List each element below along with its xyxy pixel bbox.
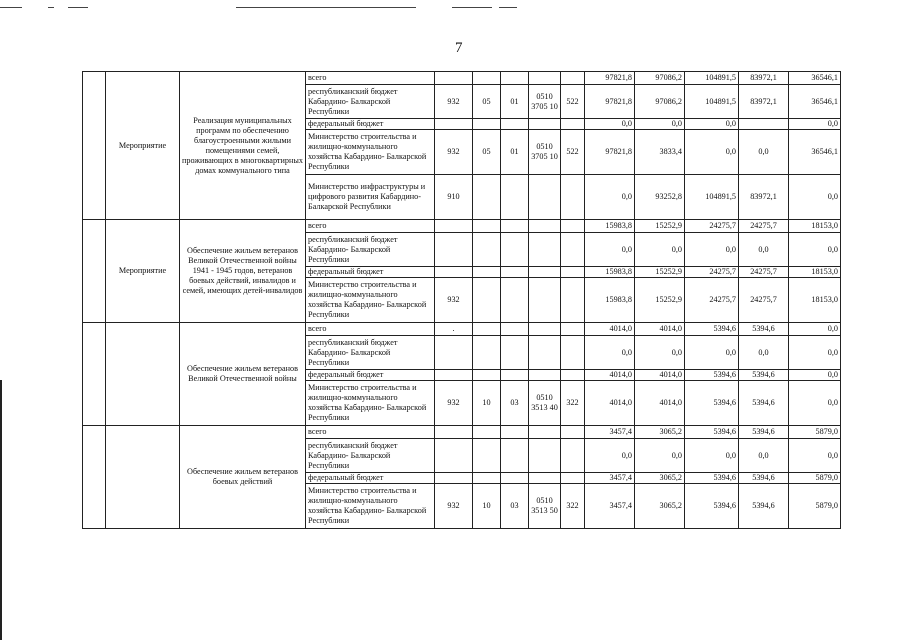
amount-cell: 83972,1: [739, 175, 789, 220]
amount-cell: 0,0: [585, 119, 635, 130]
amount-cell: 36546,1: [789, 85, 841, 119]
expense-type-code: [561, 323, 585, 336]
expense-type-code: [561, 119, 585, 130]
amount-cell: 4014,0: [635, 370, 685, 381]
amount-cell: 5394,6: [685, 381, 739, 426]
subsection-code: [501, 336, 529, 370]
target-article-code: [529, 336, 561, 370]
amount-cell: 3065,2: [635, 484, 685, 529]
section-code: [473, 426, 501, 439]
amount-cell: 5394,6: [685, 323, 739, 336]
target-article-code: [529, 323, 561, 336]
grbs-code: 932: [435, 278, 473, 323]
event-name: Обеспечение жильем ветеранов боевых действий: [180, 426, 306, 529]
amount-cell: 0,0: [789, 336, 841, 370]
event-name: Обеспечение жильем ветеранов Великой Отечественной войны: [180, 323, 306, 426]
amount-cell: 18153,0: [789, 278, 841, 323]
amount-cell: 24275,7: [739, 220, 789, 233]
amount-cell: 0,0: [635, 439, 685, 473]
funding-source: республиканский бюджет Кабардино- Балкарской Республики: [306, 233, 435, 267]
amount-cell: 36546,1: [789, 72, 841, 85]
header-rule: [452, 7, 492, 8]
grbs-code: 932: [435, 484, 473, 529]
amount-cell: 3833,4: [635, 130, 685, 175]
funding-source: Министерство строительства и жилищно-коммунального хозяйства Кабардино- Балкарской Республики: [306, 130, 435, 175]
amount-cell: 0,0: [685, 130, 739, 175]
amount-cell: 0,0: [635, 233, 685, 267]
section-gutter: [83, 220, 106, 323]
amount-cell: 104891,5: [685, 175, 739, 220]
expense-type-code: [561, 267, 585, 278]
amount-cell: 104891,5: [685, 72, 739, 85]
target-article-code: [529, 473, 561, 484]
subsection-code: [501, 323, 529, 336]
target-article-code: [529, 119, 561, 130]
amount-cell: 5394,6: [739, 370, 789, 381]
amount-cell: 0,0: [739, 130, 789, 175]
amount-cell: 3457,4: [585, 484, 635, 529]
amount-cell: 24275,7: [685, 220, 739, 233]
amount-cell: 5879,0: [789, 473, 841, 484]
amount-cell: 0,0: [685, 336, 739, 370]
header-rule: [236, 7, 416, 8]
expense-type-code: [561, 175, 585, 220]
amount-cell: 97086,2: [635, 72, 685, 85]
amount-cell: 0,0: [585, 233, 635, 267]
amount-cell: 83972,1: [739, 85, 789, 119]
target-article-code: 0510 3705 10: [529, 85, 561, 119]
amount-cell: 0,0: [789, 381, 841, 426]
amount-cell: 0,0: [789, 439, 841, 473]
grbs-code: [435, 220, 473, 233]
target-article-code: [529, 220, 561, 233]
section-code: 10: [473, 484, 501, 529]
expense-type-code: [561, 72, 585, 85]
header-rule: [0, 7, 22, 8]
target-article-code: [529, 175, 561, 220]
amount-cell: 0,0: [585, 439, 635, 473]
section-code: [473, 370, 501, 381]
amount-cell: 3457,4: [585, 426, 635, 439]
amount-cell: 83972,1: [739, 72, 789, 85]
grbs-code: 932: [435, 381, 473, 426]
amount-cell: 5879,0: [789, 426, 841, 439]
amount-cell: 5879,0: [789, 484, 841, 529]
section-code: [473, 220, 501, 233]
target-article-code: 0510 3705 10: [529, 130, 561, 175]
amount-cell: 15252,9: [635, 220, 685, 233]
funding-source: Министерство инфраструктуры и цифрового развития Кабардино- Балкарской Республики: [306, 175, 435, 220]
expense-type-code: [561, 336, 585, 370]
amount-cell: 15252,9: [635, 278, 685, 323]
expense-type-code: [561, 473, 585, 484]
amount-cell: 4014,0: [585, 323, 635, 336]
funding-source: республиканский бюджет Кабардино- Балкарской Республики: [306, 439, 435, 473]
grbs-code: 932: [435, 130, 473, 175]
grbs-code: [435, 473, 473, 484]
section-code: [473, 233, 501, 267]
funding-source: Министерство строительства и жилищно-коммунального хозяйства Кабардино- Балкарской Республики: [306, 484, 435, 529]
section-code: 05: [473, 130, 501, 175]
amount-cell: 3065,2: [635, 426, 685, 439]
subsection-code: [501, 233, 529, 267]
target-article-code: [529, 72, 561, 85]
target-article-code: 0510 3513 40: [529, 381, 561, 426]
section-code: [473, 267, 501, 278]
amount-cell: 0,0: [685, 233, 739, 267]
table-body: [83, 72, 841, 529]
funding-source: всего: [306, 426, 435, 439]
subsection-code: [501, 426, 529, 439]
grbs-code: 910: [435, 175, 473, 220]
expense-type-code: 322: [561, 381, 585, 426]
funding-source: федеральный бюджет: [306, 370, 435, 381]
funding-source: всего: [306, 323, 435, 336]
table-row: [83, 323, 841, 336]
amount-cell: 5394,6: [739, 484, 789, 529]
section-code: [473, 473, 501, 484]
event-type: [106, 426, 180, 529]
grbs-code: [435, 439, 473, 473]
amount-cell: 93252,8: [635, 175, 685, 220]
grbs-code: 932: [435, 85, 473, 119]
amount-cell: 0,0: [789, 119, 841, 130]
event-type: [106, 323, 180, 426]
amount-cell: 0,0: [789, 233, 841, 267]
table-row: [83, 220, 841, 233]
amount-cell: 0,0: [635, 119, 685, 130]
amount-cell: 0,0: [585, 336, 635, 370]
budget-table: [82, 71, 841, 529]
subsection-code: 03: [501, 484, 529, 529]
target-article-code: [529, 278, 561, 323]
target-article-code: [529, 233, 561, 267]
subsection-code: [501, 267, 529, 278]
amount-cell: 0,0: [789, 323, 841, 336]
expense-type-code: 522: [561, 85, 585, 119]
amount-cell: 5394,6: [739, 323, 789, 336]
amount-cell: 0,0: [739, 233, 789, 267]
scan-edge: [0, 380, 2, 640]
page-number: 7: [455, 40, 463, 56]
amount-cell: 3065,2: [635, 473, 685, 484]
subsection-code: [501, 175, 529, 220]
target-article-code: [529, 267, 561, 278]
amount-cell: 15983,8: [585, 267, 635, 278]
event-name: Обеспечение жильем ветеранов Великой Отечественной войны 1941 - 1945 годов, ветеранов боевых действий, инвалидов и семей, имеющих детей-инвалидов: [180, 220, 306, 323]
event-type: Мероприятие: [106, 220, 180, 323]
section-code: [473, 72, 501, 85]
amount-cell: 5394,6: [685, 484, 739, 529]
grbs-code: [435, 426, 473, 439]
grbs-code: [435, 233, 473, 267]
amount-cell: 24275,7: [685, 267, 739, 278]
amount-cell: 97086,2: [635, 85, 685, 119]
funding-source: федеральный бюджет: [306, 119, 435, 130]
amount-cell: 36546,1: [789, 130, 841, 175]
funding-source: Министерство строительства и жилищно-коммунального хозяйства Кабардино- Балкарской Республики: [306, 381, 435, 426]
amount-cell: 4014,0: [585, 381, 635, 426]
expense-type-code: [561, 233, 585, 267]
expense-type-code: 522: [561, 130, 585, 175]
subsection-code: 03: [501, 381, 529, 426]
funding-source: республиканский бюджет Кабардино- Балкарской Республики: [306, 336, 435, 370]
section-code: 05: [473, 85, 501, 119]
subsection-code: [501, 220, 529, 233]
amount-cell: 4014,0: [635, 323, 685, 336]
section-gutter: [83, 323, 106, 426]
expense-type-code: [561, 370, 585, 381]
section-code: [473, 439, 501, 473]
target-article-code: [529, 439, 561, 473]
amount-cell: 97821,8: [585, 85, 635, 119]
section-code: [473, 323, 501, 336]
funding-source: всего: [306, 220, 435, 233]
amount-cell: 24275,7: [739, 267, 789, 278]
target-article-code: [529, 370, 561, 381]
grbs-code: [435, 267, 473, 278]
grbs-code: [435, 370, 473, 381]
event-name: Реализация муниципальных программ по обеспечению благоустроенными жилыми помещениями семей, проживающих в многоквартирных домах коммунального типа: [180, 72, 306, 220]
grbs-code: .: [435, 323, 473, 336]
subsection-code: [501, 370, 529, 381]
amount-cell: [739, 119, 789, 130]
section-code: [473, 278, 501, 323]
section-gutter: [83, 72, 106, 220]
amount-cell: 0,0: [789, 175, 841, 220]
grbs-code: [435, 336, 473, 370]
header-rule: [68, 7, 88, 8]
amount-cell: 15252,9: [635, 267, 685, 278]
expense-type-code: 322: [561, 484, 585, 529]
amount-cell: 5394,6: [739, 381, 789, 426]
grbs-code: [435, 72, 473, 85]
amount-cell: 97821,8: [585, 72, 635, 85]
amount-cell: 4014,0: [585, 370, 635, 381]
table-row: [83, 426, 841, 439]
subsection-code: [501, 72, 529, 85]
amount-cell: 97821,8: [585, 130, 635, 175]
expense-type-code: [561, 220, 585, 233]
amount-cell: 5394,6: [685, 370, 739, 381]
section-code: 10: [473, 381, 501, 426]
subsection-code: [501, 119, 529, 130]
table-row: [83, 72, 841, 85]
expense-type-code: [561, 439, 585, 473]
target-article-code: [529, 426, 561, 439]
funding-source: федеральный бюджет: [306, 267, 435, 278]
subsection-code: 01: [501, 85, 529, 119]
section-code: [473, 336, 501, 370]
section-code: [473, 119, 501, 130]
amount-cell: 15983,8: [585, 220, 635, 233]
event-type: Мероприятие: [106, 72, 180, 220]
amount-cell: 18153,0: [789, 267, 841, 278]
header-rule: [499, 7, 517, 8]
amount-cell: 5394,6: [739, 473, 789, 484]
subsection-code: 01: [501, 130, 529, 175]
amount-cell: 0,0: [789, 370, 841, 381]
funding-source: республиканский бюджет Кабардино- Балкарской Республики: [306, 85, 435, 119]
subsection-code: [501, 278, 529, 323]
header-rule: [48, 7, 54, 8]
amount-cell: 5394,6: [685, 473, 739, 484]
amount-cell: 24275,7: [739, 278, 789, 323]
amount-cell: 0,0: [739, 336, 789, 370]
expense-type-code: [561, 426, 585, 439]
section-code: [473, 175, 501, 220]
amount-cell: 24275,7: [685, 278, 739, 323]
amount-cell: 0,0: [585, 175, 635, 220]
grbs-code: [435, 119, 473, 130]
amount-cell: 3457,4: [585, 473, 635, 484]
funding-source: федеральный бюджет: [306, 473, 435, 484]
amount-cell: 0,0: [739, 439, 789, 473]
amount-cell: 18153,0: [789, 220, 841, 233]
section-gutter: [83, 426, 106, 529]
target-article-code: 0510 3513 50: [529, 484, 561, 529]
subsection-code: [501, 439, 529, 473]
funding-source: всего: [306, 72, 435, 85]
subsection-code: [501, 473, 529, 484]
amount-cell: 104891,5: [685, 85, 739, 119]
amount-cell: 0,0: [685, 119, 739, 130]
amount-cell: 5394,6: [685, 426, 739, 439]
funding-source: Министерство строительства и жилищно-коммунального хозяйства Кабардино- Балкарской Республики: [306, 278, 435, 323]
amount-cell: 0,0: [635, 336, 685, 370]
amount-cell: 15983,8: [585, 278, 635, 323]
expense-type-code: [561, 278, 585, 323]
amount-cell: 5394,6: [739, 426, 789, 439]
amount-cell: 0,0: [685, 439, 739, 473]
amount-cell: 4014,0: [635, 381, 685, 426]
